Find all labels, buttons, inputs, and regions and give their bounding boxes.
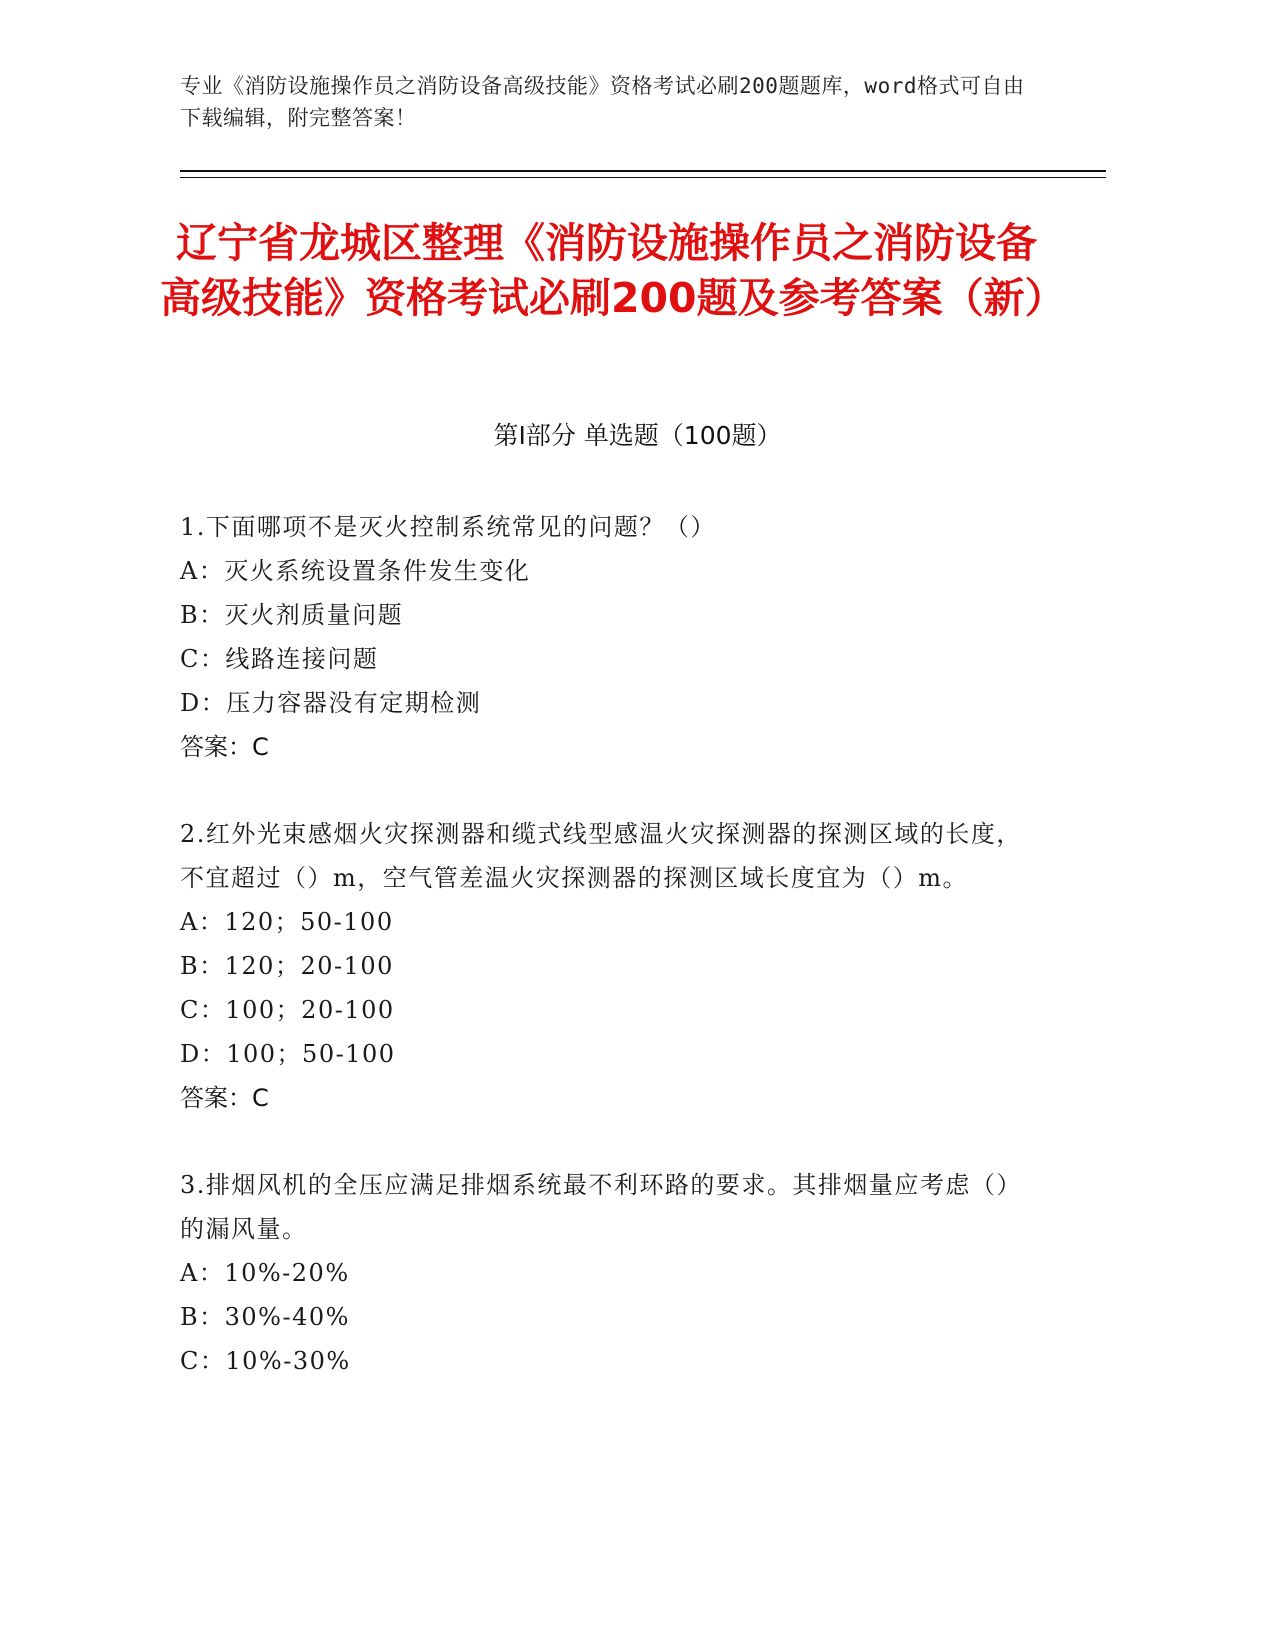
option-b: B：灭火剂质量问题: [180, 601, 404, 629]
document-title: 辽宁省龙城区整理《消防设施操作员之消防设备高级技能》资格考试必刷200题及参考答案（新）: [160, 219, 1066, 322]
question-2: [180, 812, 1030, 1120]
option-a: A：120；50-100: [180, 908, 394, 936]
section-title: 第Ⅰ部分 单选题（100题）: [493, 421, 782, 450]
answer: 答案：C: [180, 733, 269, 761]
option-c: C：100；20-100: [180, 996, 395, 1024]
option-a: A：10%-20%: [180, 1259, 350, 1287]
header-rule-thin: [180, 177, 1106, 178]
header-note: 专业《消防设施操作员之消防设备高级技能》资格考试必刷200题题库，word格式可自由下载编辑，附完整答案！: [180, 74, 1025, 130]
question-stem: 1.下面哪项不是灭火控制系统常见的问题？（）: [180, 513, 716, 541]
answer: 答案：C: [180, 1084, 269, 1112]
question-1: [180, 505, 1030, 769]
option-c: C：线路连接问题: [180, 645, 379, 673]
option-d: D：100；50-100: [180, 1040, 396, 1068]
option-b: B：120；20-100: [180, 952, 394, 980]
question-stem: 3.排烟风机的全压应满足排烟系统最不利环路的要求。其排烟量应考虑（）的漏风量。: [180, 1171, 1022, 1243]
option-c: C：10%-30%: [180, 1347, 351, 1375]
option-d: D：压力容器没有定期检测: [180, 689, 482, 717]
option-a: A：灭火系统设置条件发生变化: [180, 557, 531, 585]
question-list: [180, 505, 1030, 1426]
option-b: B：30%-40%: [180, 1303, 350, 1331]
header-rule-thick: [180, 170, 1106, 172]
question-3: [180, 1163, 1030, 1383]
question-stem: 2.红外光束感烟火灾探测器和缆式线型感温火灾探测器的探测区域的长度，不宜超过（）m，空气管差温火灾探测器的探测区域长度宜为（）m。: [180, 820, 1022, 892]
